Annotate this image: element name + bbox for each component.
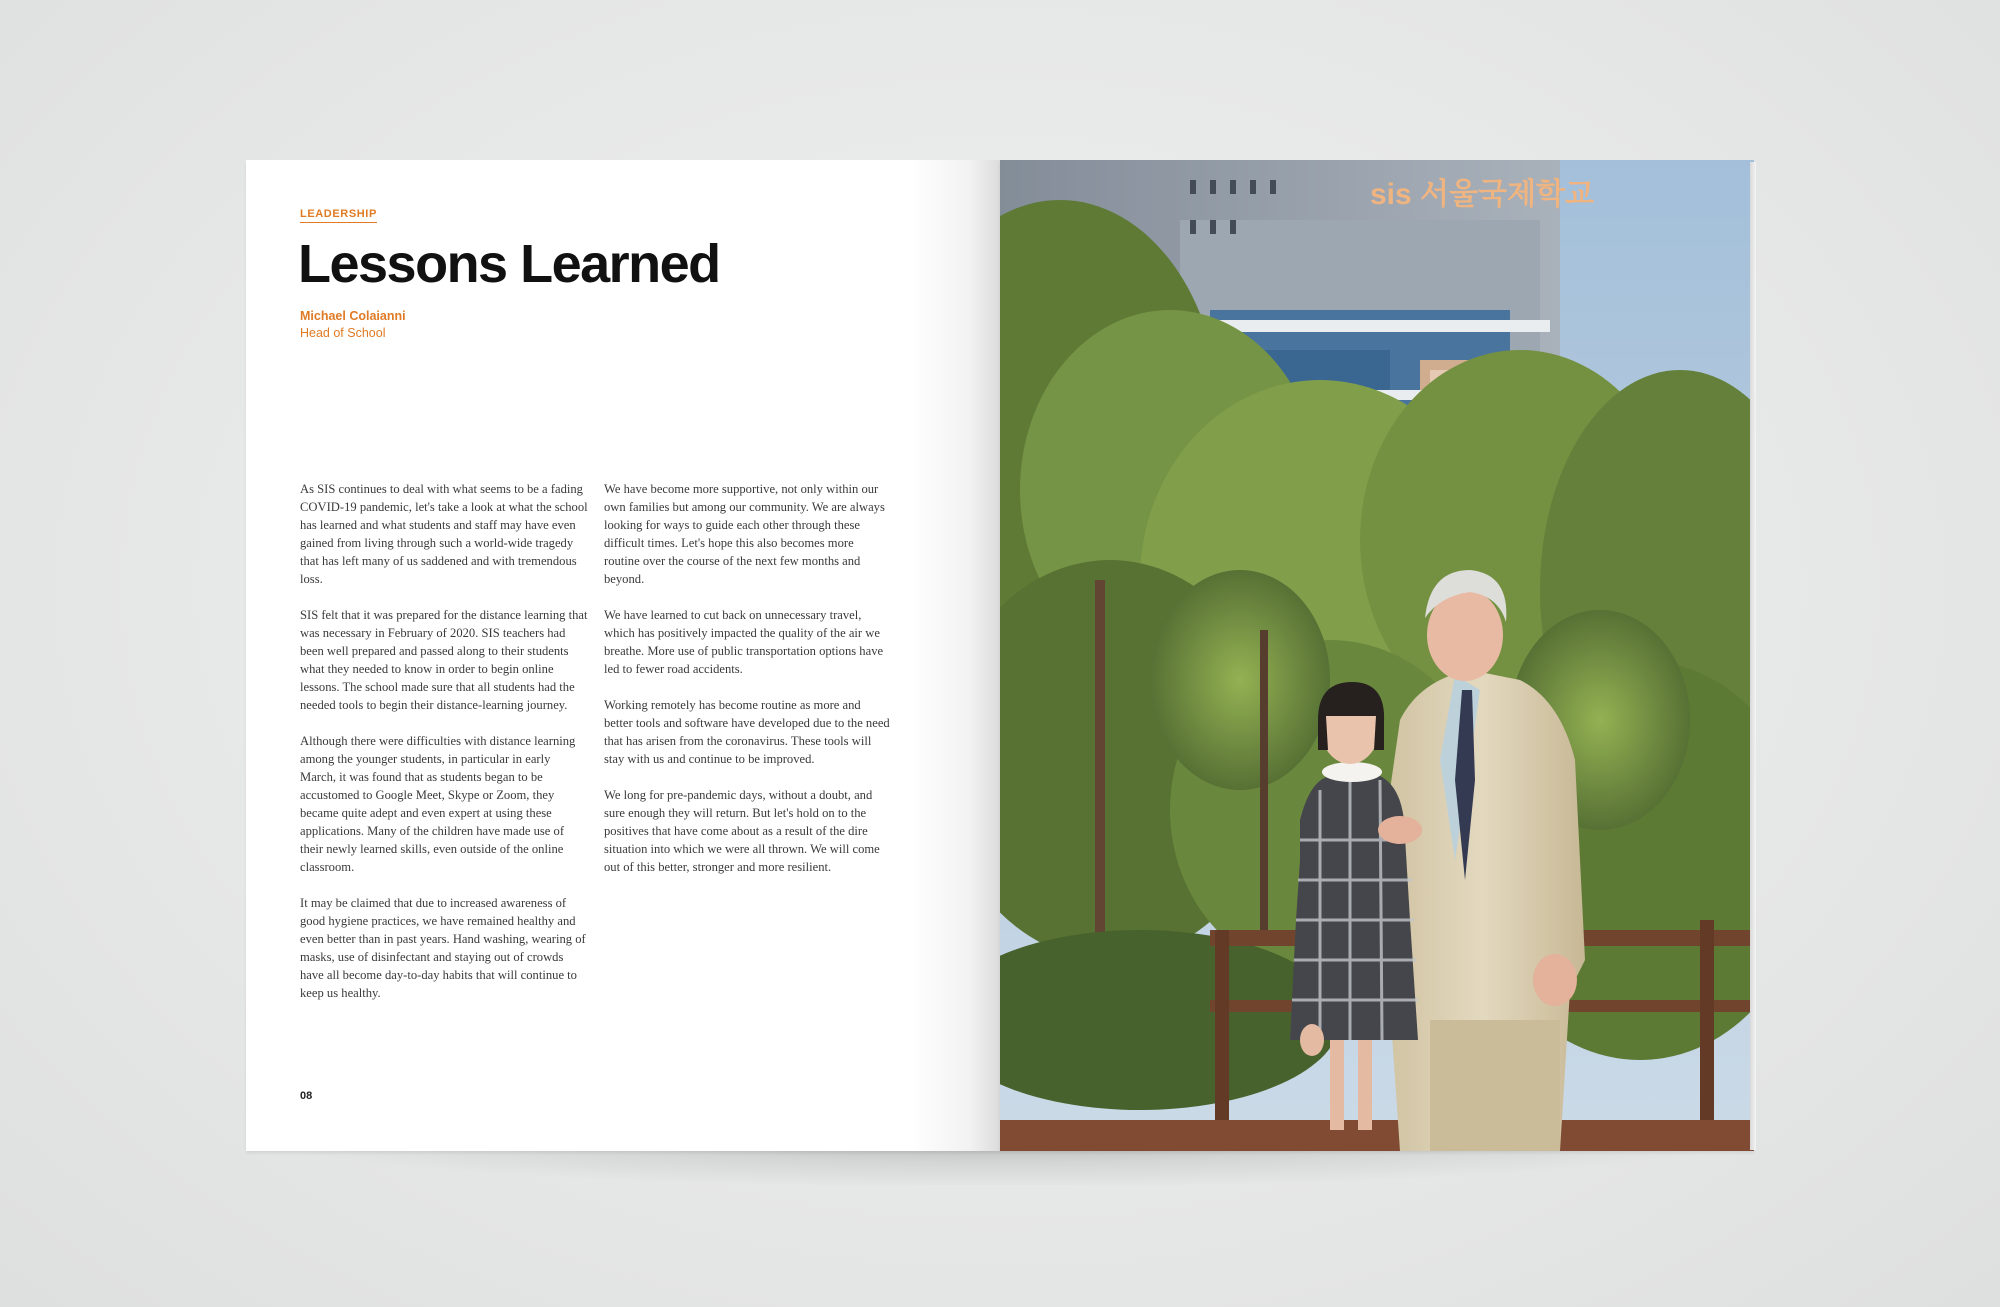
paragraph: It may be claimed that due to increased awareness of good hygiene practices, we have remained healthy and even better than in past years. Hand washing, wearing of masks, use of disinfectant and staying out of crowds have all become day-to-day habits that will continue to keep us healthy. xyxy=(300,896,586,1000)
paragraph: SIS felt that it was prepared for the distance learning that was necessary in February of 2020. SIS teachers had been well prepared and passed along to their students what they needed to know in order to begin online lessons. The school made sure that all students had the needed tools to begin their distance-learning journey. xyxy=(300,608,588,712)
photo-page xyxy=(1000,160,1754,1151)
body-column-1 xyxy=(300,480,588,1020)
paragraph: Working remotely has become routine as more and better tools and software have developed due to the need that has arisen from the coronavirus. These tools will stay with us and continue to be improved. xyxy=(604,698,890,766)
section-label: LEADERSHIP xyxy=(300,208,377,223)
paragraph: Although there were difficulties with distance learning among the younger students, in particular in early March, it was found that as students began to be accustomed to Google Meet, Skype or Zoom, they became quite adept and even expert at using these applications. Many of the children have made use of their newly learned skills, even outside of the online classroom. xyxy=(300,734,576,874)
school-photo xyxy=(1000,160,1754,1151)
building-sign: sis 서울국제학교 xyxy=(1370,178,1594,211)
author-name: Michael Colaianni xyxy=(300,309,406,323)
paragraph: We have become more supportive, not only within our own families but among our community. We are always looking for ways to guide each other through these difficult times. Let's hope this also becomes more routine over the course of the next few months and beyond. xyxy=(604,482,885,586)
paragraph: We have learned to cut back on unnecessary travel, which has positively impacted the quality of the air we breathe. More use of public transportation options have led to fewer road accidents. xyxy=(604,608,884,676)
author-role: Head of School xyxy=(300,326,386,340)
body-column-2 xyxy=(604,480,892,894)
article-title: Lessons Learned xyxy=(298,234,720,294)
paragraph: We long for pre-pandemic days, without a doubt, and sure enough they will return. But let's hold on to the positives that have come about as a result of the dire situation into which we were all thrown. We will come out of this better, stronger and more resilient. xyxy=(604,788,880,874)
page-number: 08 xyxy=(300,1090,313,1102)
paragraph: As SIS continues to deal with what seems to be a fading COVID-19 pandemic, let's take a look at what the school has learned and what students and staff may have even gained from living through such a world-wide tragedy that has left many of us saddened and with tremendous loss. xyxy=(300,482,588,586)
page-edge xyxy=(1750,162,1756,1150)
